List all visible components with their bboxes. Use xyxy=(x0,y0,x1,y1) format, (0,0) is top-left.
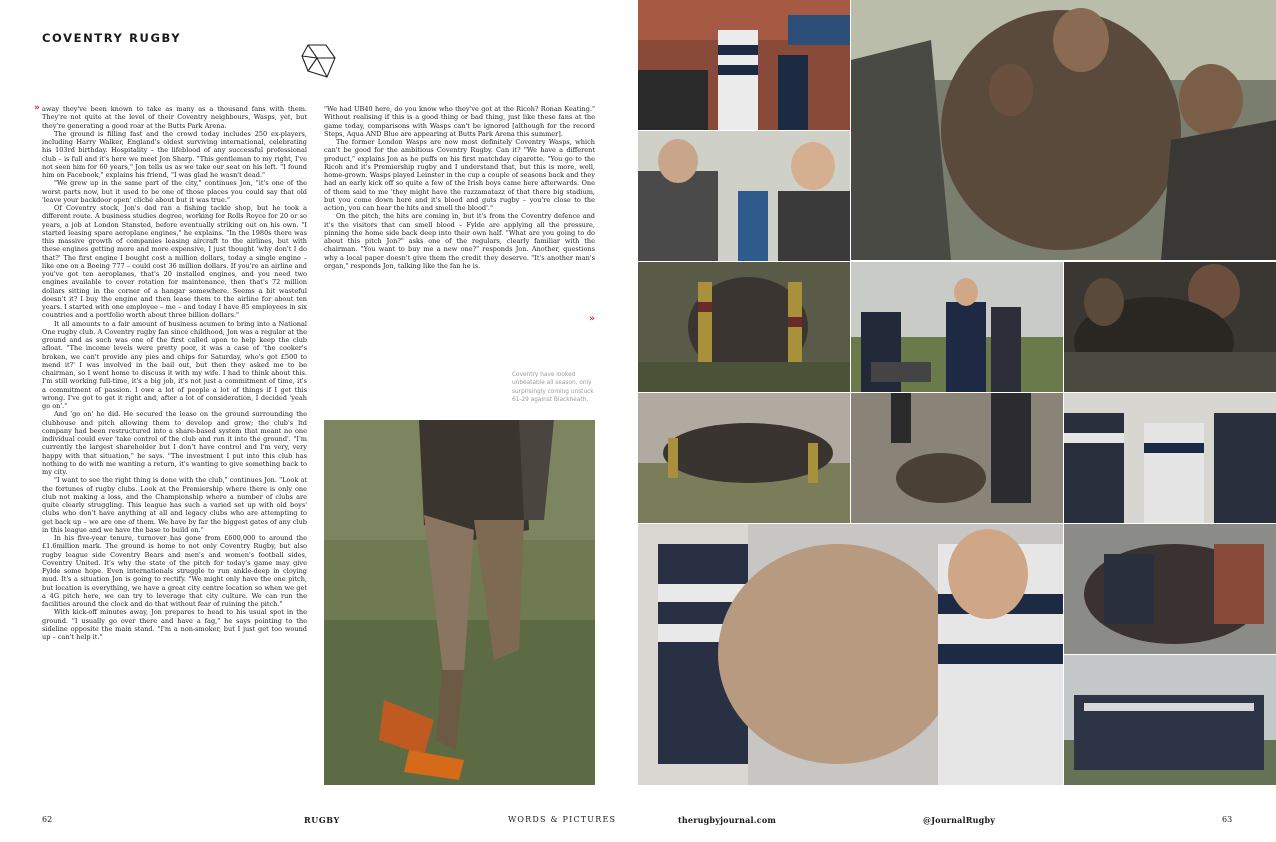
team-hands-huddle-photo xyxy=(638,524,1063,785)
tackle-photo xyxy=(1064,524,1276,654)
magazine-brand: RUGBY xyxy=(304,815,340,825)
changing-room-photo xyxy=(1064,393,1276,523)
team-on-field-photo xyxy=(1064,655,1276,785)
muddy-kit-photo xyxy=(851,393,1063,523)
paragraph: With kick-off minutes away, Jon prepares to head to his usual spot in the ground. "I usually go over there and have a fag," he says pointing to the sideline opposite the main stand. "I'm a non-smoker, but I just get too wound up – can't help it." xyxy=(42,608,307,641)
scrum-huddle-photo xyxy=(1064,262,1276,392)
paragraph: "We grew up in the same part of the city," continues Jon, "it's one of the worst parts now, but it used to be one of those places you could say that old 'leave your backdoor open' cliché about but it was true." xyxy=(42,179,307,204)
paragraph: The ground is filling fast and the crowd today includes 250 ex-players, including Harry Walker, England's oldest surviving international, celebrating his 103rd birthday. Hospitality – the lifeblood of any successful professional club – is full and it's here we meet Jon Sharp. "This gentleman to my right, I've not seen him for 60 years," Jon tells us as we take our seat on his left. "I found him on Facebook," explains his friend, "I was glad he wasn't dead." xyxy=(42,129,307,179)
players-walking-out-photo xyxy=(638,0,850,130)
article-column-1 xyxy=(42,105,307,641)
paragraph: On the pitch, the hits are coming in, but it's from the Coventry defence and it's the visitors that can smell blood – Fylde are applying all the pressure, pinning the home side back deep into their own half. "What are you going to do about this pitch Jon?" asks one of the regulars, clearly familiar with the chairman. "You want to buy me a new one?" responds Jon. Another, questions why a local paper doesn't give them the credit they deserve. "It's another man's organ," responds Jon, talking like the fan he is. xyxy=(324,212,595,270)
muddy-legs-photo xyxy=(324,420,595,785)
handshake-photo xyxy=(851,262,1063,392)
website-link[interactable]: therugbyjournal.com xyxy=(678,815,777,825)
section-title: COVENTRY RUGBY xyxy=(42,31,182,45)
end-chevron-icon: » xyxy=(589,314,595,324)
photo-credit: WORDS & PICTURES xyxy=(508,815,617,824)
paragraph: It all amounts to a fair amount of business acumen to bring into a National One rugby club. A Coventry rugby fan since childhood, Jon was a regular at the ground and as such was one of the first called upon to help keep the club afloat. "The income levels were pretty poor, it was a case of 'the cooker's broken, we can't provide any pies and chips for Saturday, who's got £500 to mend it?' I was involved in the bail out, but then they asked me to be chairman, so I went home to discuss it with my wife. I had to think about this. I'm still working full-time, it's a big job, it's not just a commitment of time, it's a commitment of passion. I owe a lot of people a lot of things if I get this wrong. I've got to get it right and, after a lot of consideration, I decided 'yeah go on'." xyxy=(42,319,307,410)
paragraph: Of Coventry stock, Jon's dad ran a fishing tackle shop, but he took a different route. A business studies degree, working for Rolls Royce for 20 or so years, a job at London Stansted, before eventually striking out on his own. "I started leasing spare aeroplane engines," he explains. "In the 1980s there was this massive growth of companies leasing aircraft to the airlines, but with these engines getting more and more expensive, I just thought 'why don't I do that?' The first engine I bought cost a million dollars, today a single engine – like one on a Boeing 777 – could cost 36 million dollars. If you're an airline and you've got ten aeroplanes, that's 20 installed engines, and you need two engines available to cover rotation for maintenance, then that's 72 million dollars sitting in the corner of a hangar somewhere. Seems a bit wasteful doesn't it? I buy the engine and then lease them to the airline for about ten years. I started with one employee – me – and today I have 85 employees in six countries and a portfolio worth about three billion dollars." xyxy=(42,204,307,320)
social-handle[interactable]: @JournalRugby xyxy=(923,815,996,825)
muddy-players-photo xyxy=(851,0,1276,260)
scrum-pitch-photo xyxy=(638,393,850,523)
paragraph: And 'go on' he did. He secured the lease on the ground surrounding the clubhouse and pitch allowing them to develop and grow; the club's ltd company had been restructured into a share-based system that meant no one individual could ever 'take control of the club and run it into the ground'. "I'm currently the largest shareholder but I don't have control and I'm very, very happy with that situation," he says. "The investment I put into this club has nothing to do with me wanting a return, it's wanting to give something back to my city. xyxy=(42,410,307,476)
paragraph: The former London Wasps are now most definitely Coventry Wasps, which can't be good for the ambitious Coventry Rugby. Can it? "We have a different product," explains Jon as he puffs on his first matchday cigarette. "You go to the Ricoh and it's Premiership rugby and I understand that, but this is more, well, home-grown. Wasps played Leinster in the cup a couple of seasons back and they had an early kick off so quite a few of the Irish boys came here afterwards. One of them said to me 'they might have the razzamatazz of that there big stadium, but you come down here and it's blood and guts rugby – you're close to the action, you can hear the hits and smell the blood'." xyxy=(324,138,595,212)
paragraph: "We had UB40 here, do you know who they've got at the Ricoh? Ronan Keating." Without realising if this is a good thing or bad thing, just like these fans at the game today, comparisons with Wasps can't be ignored [although for the record Steps, Aqua AND Blue are appearing at Butts Park Arena this summer]. xyxy=(324,105,595,138)
paragraph: away they've been known to take as many as a thousand fans with them. They're not quite at the level of their Coventry neighbours, Wasps, yet, but they're generating a good roar at the Butts Park Arena. xyxy=(42,105,307,130)
article-column-2 xyxy=(324,105,595,270)
cube-logo-icon xyxy=(299,41,339,81)
paragraph: "I want to see the right thing is done with the club," continues Jon. "Look at the fortunes of rugby clubs. Look at the Premiership where there is only one club not making a loss, and the Championship where a number of clubs are quite clearly struggling. This league has such a varied set up with old boys' clubs who don't have anything at all and legacy clubs who are attempting to get back up – we are one of them. We have by far the biggest gates of any club in this league and we have the base to build on." xyxy=(42,476,307,534)
page-number-left: 62 xyxy=(42,815,53,824)
double-chevron-right-icon: » xyxy=(34,103,40,113)
page-number-right: 63 xyxy=(1222,815,1233,824)
photo-caption: Coventry have looked unbeatable all season, only surprisingly coming unstuck 61-29 against Blackheath. xyxy=(512,372,594,403)
young-fans-photo xyxy=(638,131,850,261)
paragraph: In his five-year tenure, turnover has gone from £600,000 to around the £1.6million mark. The ground is home to not only Coventry Rugby, but also rugby league side Coventry Bears and men's and women's football sides, Coventry United. It's why the state of the pitch for today's game may give Fylde some hope. Even internationals struggle to run ankle-deep in cloying mud. It's a situation Jon is going to rectify. "We might only have the one pitch, but location is everything, we have a great city centre location so when we get a 4G pitch here, we can try to leverage that city culture. We can run the facilities around the clock and do that without fear of ruining the pitch." xyxy=(42,534,307,608)
scrum-feet-photo xyxy=(638,262,850,392)
